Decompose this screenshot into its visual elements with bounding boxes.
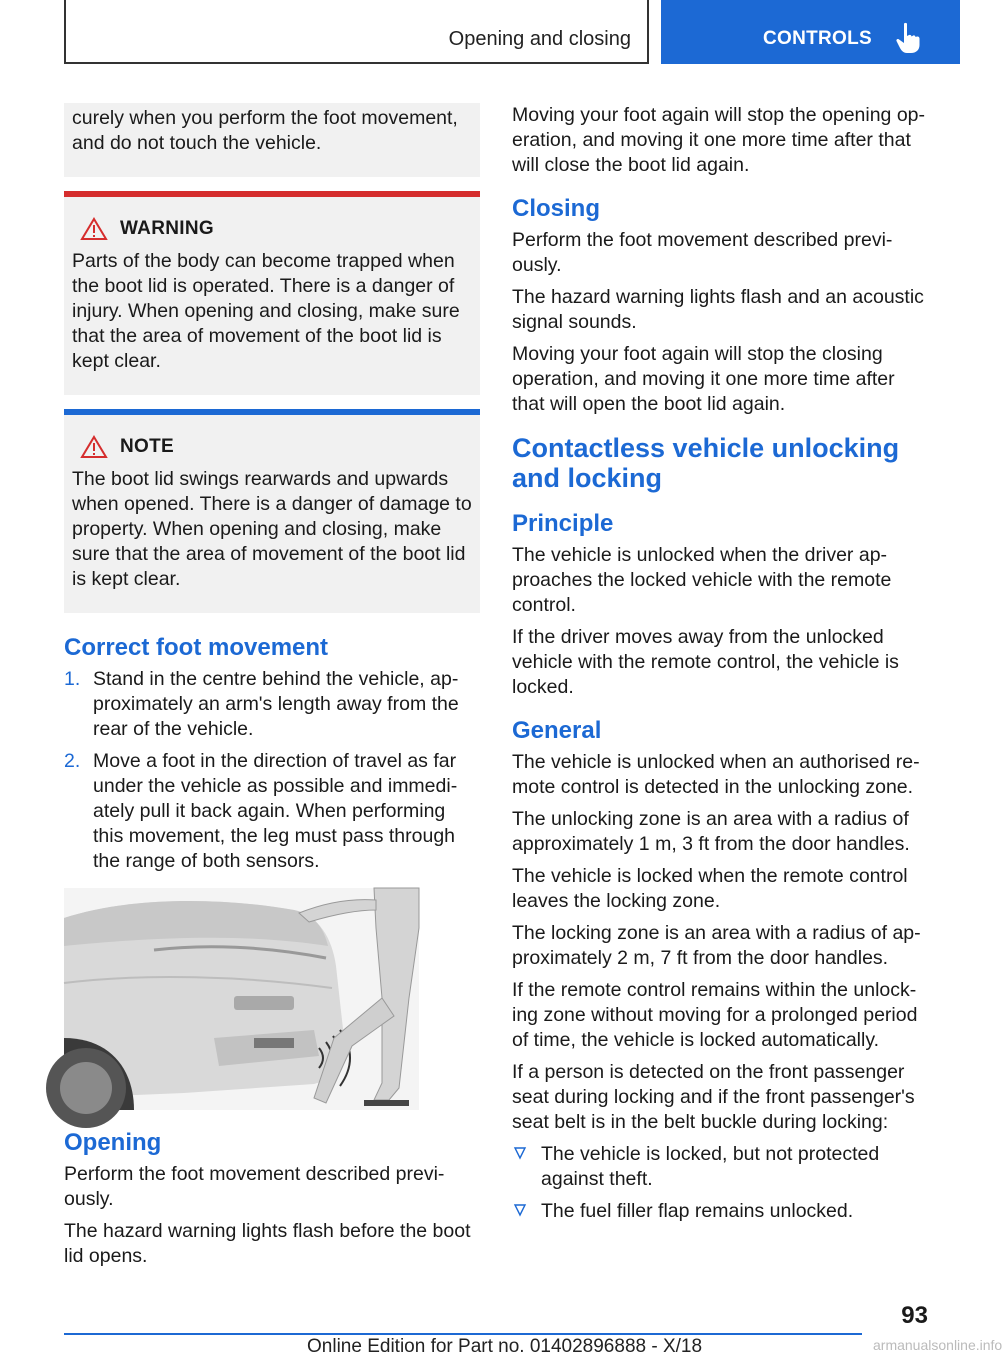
opening-paragraph-2: The hazard warning lights flash before the boot lid opens. xyxy=(64,1220,471,1267)
opening-continued-paragraph: Moving your foot again will stop the opening operation, and moving it one more time after that will close the boot lid again. xyxy=(512,104,926,176)
bullet-text: The fuel filler flap remains unlocked. xyxy=(541,1200,854,1222)
step-text: Stand in the centre behind the vehicle, approximately an arm's length away from the rear of the vehicle. xyxy=(93,668,459,740)
page-number: 93 xyxy=(901,1302,928,1329)
note-box xyxy=(64,409,480,613)
closing-paragraph-3: Moving your foot again will stop the closing operation, and moving it one more time after that will open the boot lid again. xyxy=(512,343,895,415)
note-title-row xyxy=(72,435,472,459)
warning-title-row xyxy=(72,217,472,241)
heading-opening: Opening xyxy=(64,1129,162,1156)
general-paragraph-1: The vehicle is unlocked when an authorised remote control is detected in the unlocking zone. xyxy=(512,751,920,798)
opening-paragraph-1: Perform the foot movement described previously. xyxy=(64,1163,445,1210)
step-number: 1. xyxy=(64,668,81,690)
note-text: The boot lid swings rearwards and upwards when opened. There is a danger of damage to property. When opening and closing, make sure that the area of movement of the boot lid is kept clear. xyxy=(72,468,472,590)
step-text: Move a foot in the direction of travel as far under the vehicle as possible and immediately pull it back again. When performing this movement, the leg must pass through the range of both sensors. xyxy=(93,750,458,872)
continued-safety-text: curely when you perform the foot movement, and do not touch the vehicle. xyxy=(72,107,458,154)
header-chapter-tab[interactable] xyxy=(661,0,960,64)
step-item xyxy=(64,667,480,742)
triangle-bullet-icon xyxy=(514,1147,526,1159)
principle-paragraph-2: If the driver moves away from the unlocked vehicle with the remote control, the vehicle is locked. xyxy=(512,626,899,698)
locking-bullets xyxy=(512,1142,928,1224)
header-chapter-title: CONTROLS xyxy=(763,28,873,49)
warning-text: Parts of the body can become trapped when the boot lid is operated. There is a danger of injury. When opening and closing, make sure that the area of movement of the boot lid is kept clear. xyxy=(72,250,460,372)
header-section-box xyxy=(64,0,649,64)
continued-safety-box xyxy=(64,103,480,177)
step-item xyxy=(64,749,480,874)
principle-paragraph-1: The vehicle is unlocked when the driver approaches the locked vehicle with the remote control. xyxy=(512,544,892,616)
footer-watermark: armanualsonline.info xyxy=(873,1337,1002,1353)
pointing-hand-icon xyxy=(895,22,921,54)
footer-divider xyxy=(64,1333,862,1335)
step-number: 2. xyxy=(64,750,81,772)
list-item xyxy=(512,1199,928,1224)
heading-principle: Principle xyxy=(512,510,614,537)
general-paragraph-5: If the remote control remains within the unlocking zone without moving for a prolonged period of time, the vehicle is locked automatically. xyxy=(512,979,918,1051)
general-paragraph-2: The unlocking zone is an area with a radius of approximately 1 m, 3 ft from the door handles. xyxy=(512,808,910,855)
heading-contactless-unlocking: Contactless vehicle unlocking and locking xyxy=(512,433,900,493)
bullet-text: The vehicle is locked, but not protected against theft. xyxy=(541,1143,880,1190)
warning-box xyxy=(64,191,480,395)
foot-movement-illustration xyxy=(64,888,419,1110)
note-triangle-icon xyxy=(80,435,108,459)
note-title: NOTE xyxy=(120,436,174,457)
general-paragraph-6: If a person is detected on the front passenger seat during locking and if the front passenger's seat belt is in the belt buckle during locking: xyxy=(512,1061,915,1133)
closing-paragraph-2: The hazard warning lights flash and an acoustic signal sounds. xyxy=(512,286,924,333)
left-column xyxy=(64,103,480,1276)
closing-paragraph-1: Perform the foot movement described previously. xyxy=(512,229,893,276)
heading-general: General xyxy=(512,717,602,744)
list-item xyxy=(512,1142,928,1192)
general-paragraph-4: The locking zone is an area with a radius of approximately 2 m, 7 ft from the door handles. xyxy=(512,922,921,969)
warning-title: WARNING xyxy=(120,218,214,239)
warning-triangle-icon xyxy=(80,217,108,241)
foot-movement-steps xyxy=(64,667,480,874)
footer-edition: Online Edition for Part no. 01402896888 - X/18 xyxy=(307,1336,703,1357)
general-paragraph-3: The vehicle is locked when the remote control leaves the locking zone. xyxy=(512,865,908,912)
triangle-bullet-icon xyxy=(514,1204,526,1216)
right-column xyxy=(512,103,928,1231)
header-section-title: Opening and closing xyxy=(448,28,631,50)
heading-closing: Closing xyxy=(512,195,600,222)
heading-correct-foot-movement: Correct foot movement xyxy=(64,634,329,661)
